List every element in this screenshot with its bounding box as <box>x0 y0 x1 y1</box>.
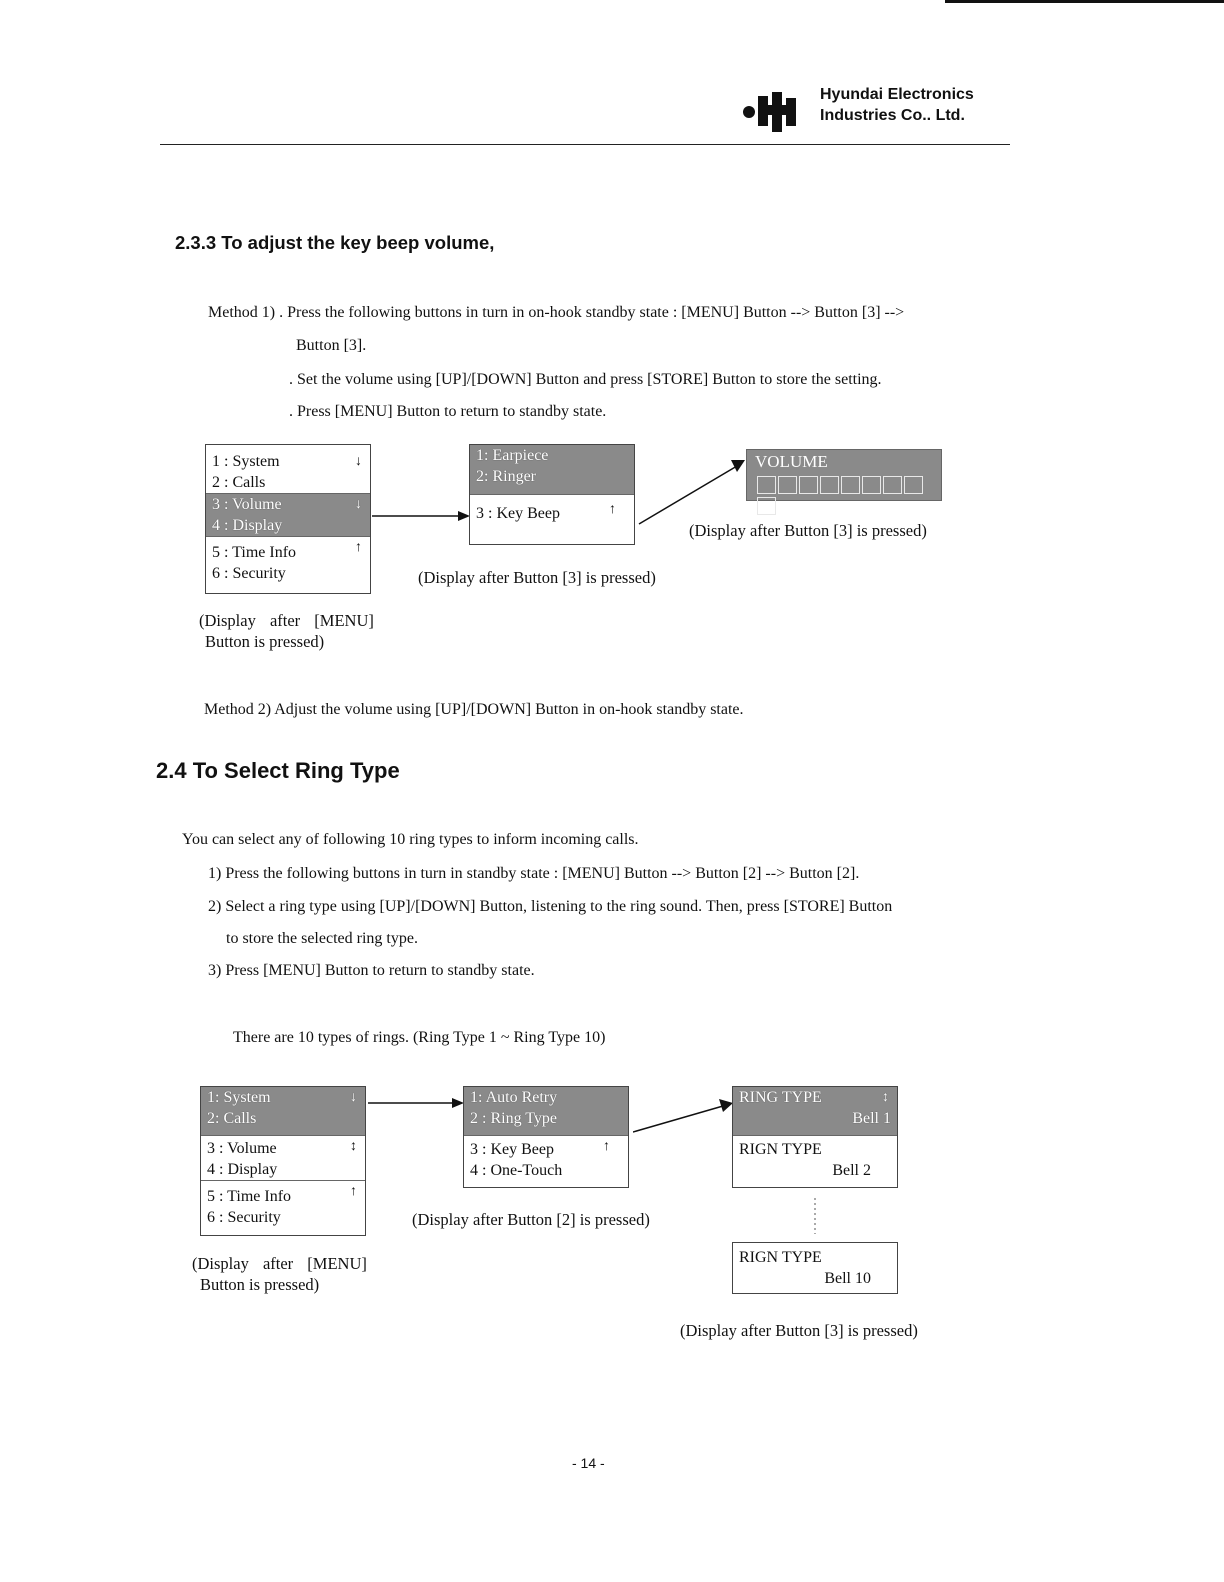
ring-step2a: 2) Select a ring type using [UP]/[DOWN] Button, listening to the ring sound. Then, press [STORE] Button <box>208 898 893 915</box>
ring-intro: You can select any of following 10 ring types to inform incoming calls. <box>182 831 639 848</box>
lcd-volume-level <box>746 449 942 501</box>
lcd-row-selected: 4 : Display <box>206 515 370 536</box>
volume-level-cells <box>747 474 941 516</box>
ring-step3: 3) Press [MENU] Button to return to standby state. <box>208 962 535 979</box>
lcd-ring-type <box>732 1086 898 1188</box>
lcd-volume-title: VOLUME <box>755 452 828 471</box>
method1-line1: Method 1) . Press the following buttons in turn in on-hook standby state : [MENU] Button --> Button [3] --> <box>208 304 905 321</box>
lcd-row: 3 : Volume ↕ <box>201 1135 365 1159</box>
top-edge-line <box>945 0 1224 3</box>
caption-menu-2: (Display after [MENU] Button is pressed) <box>192 1254 367 1294</box>
arrow-3 <box>368 1093 464 1113</box>
method2: Method 2) Adjust the volume using [UP]/[DOWN] Button in on-hook standby state. <box>204 701 744 718</box>
lcd-main-menu-2 <box>200 1086 366 1236</box>
caption-ring-type: (Display after Button [3] is pressed) <box>680 1321 918 1340</box>
section-2-3-3-heading: 2.3.3 To adjust the key beep volume, <box>175 232 495 253</box>
caption-calls-submenu: (Display after Button [2] is pressed) <box>412 1210 650 1229</box>
caption-volume-submenu: (Display after Button [3] is pressed) <box>418 568 656 587</box>
lcd-row-selected: 1: Auto Retry <box>464 1087 628 1108</box>
company-line-1: Hyundai Electronics <box>820 86 974 103</box>
lcd-ring-type-10 <box>732 1242 898 1294</box>
caption-volume-level: (Display after Button [3] is pressed) <box>689 521 927 540</box>
hyundai-logo-icon <box>742 88 808 132</box>
arrow-2 <box>637 458 749 526</box>
lcd-row-selected: 2: Calls <box>201 1108 365 1135</box>
lcd-main-menu <box>205 444 371 594</box>
lcd-row-selected: Bell 1 <box>733 1108 897 1135</box>
arrow-1 <box>372 506 470 526</box>
lcd-row: 5 : Time Info ↑ <box>201 1180 365 1207</box>
company-line-2: Industries Co.. Ltd. <box>820 107 965 124</box>
section-2-4-heading: 2.4 To Select Ring Type <box>156 758 400 783</box>
lcd-row-selected: 1: System ↓ <box>201 1087 365 1108</box>
lcd-row: 6 : Security <box>207 1209 281 1226</box>
lcd-row-selected: 2: Ringer <box>470 466 634 494</box>
lcd-calls-submenu <box>463 1086 629 1188</box>
lcd-volume-submenu <box>469 444 635 545</box>
dotted-connector <box>812 1198 818 1234</box>
lcd-row-selected: 2 : Ring Type <box>464 1108 628 1135</box>
lcd-row: 1 : System ↓ <box>212 453 362 470</box>
ring-note: There are 10 types of rings. (Ring Type 1 ~ Ring Type 10) <box>233 1029 606 1046</box>
arrow-4 <box>633 1096 737 1136</box>
page-number: - 14 - <box>572 1455 605 1471</box>
method1-line4: . Press [MENU] Button to return to standby state. <box>289 403 607 420</box>
lcd-row: Bell 10 <box>824 1270 871 1287</box>
method1-line3: . Set the volume using [UP]/[DOWN] Button and press [STORE] Button to store the setting. <box>289 371 882 388</box>
lcd-row-selected: RING TYPE ↕ <box>733 1087 897 1108</box>
lcd-row: 5 : Time Info ↑ <box>206 536 370 563</box>
caption-menu: (Display after [MENU] Button is pressed) <box>199 611 374 651</box>
lcd-row-selected: 3 : Volume ↓ <box>206 493 370 515</box>
ring-step1: 1) Press the following buttons in turn in standby state : [MENU] Button --> Button [2] --> Button [2]. <box>208 865 860 882</box>
lcd-row: 6 : Security <box>212 565 286 582</box>
header-rule <box>160 144 1010 145</box>
ring-step2b: to store the selected ring type. <box>226 930 418 947</box>
lcd-row: RIGN TYPE <box>733 1135 897 1160</box>
lcd-row: 4 : One-Touch <box>470 1162 563 1179</box>
lcd-row: 3 : Key Beep ↑ <box>464 1135 628 1160</box>
lcd-row: Bell 2 <box>832 1162 871 1179</box>
method1-line2: Button [3]. <box>296 337 367 354</box>
lcd-row: 2 : Calls <box>212 474 266 491</box>
lcd-row-selected: 1: Earpiece <box>470 445 634 466</box>
lcd-row: 4 : Display <box>207 1161 278 1178</box>
lcd-row: RIGN TYPE <box>739 1249 822 1266</box>
lcd-row: 3 : Key Beep ↑ <box>470 494 634 524</box>
company-name <box>820 84 974 126</box>
